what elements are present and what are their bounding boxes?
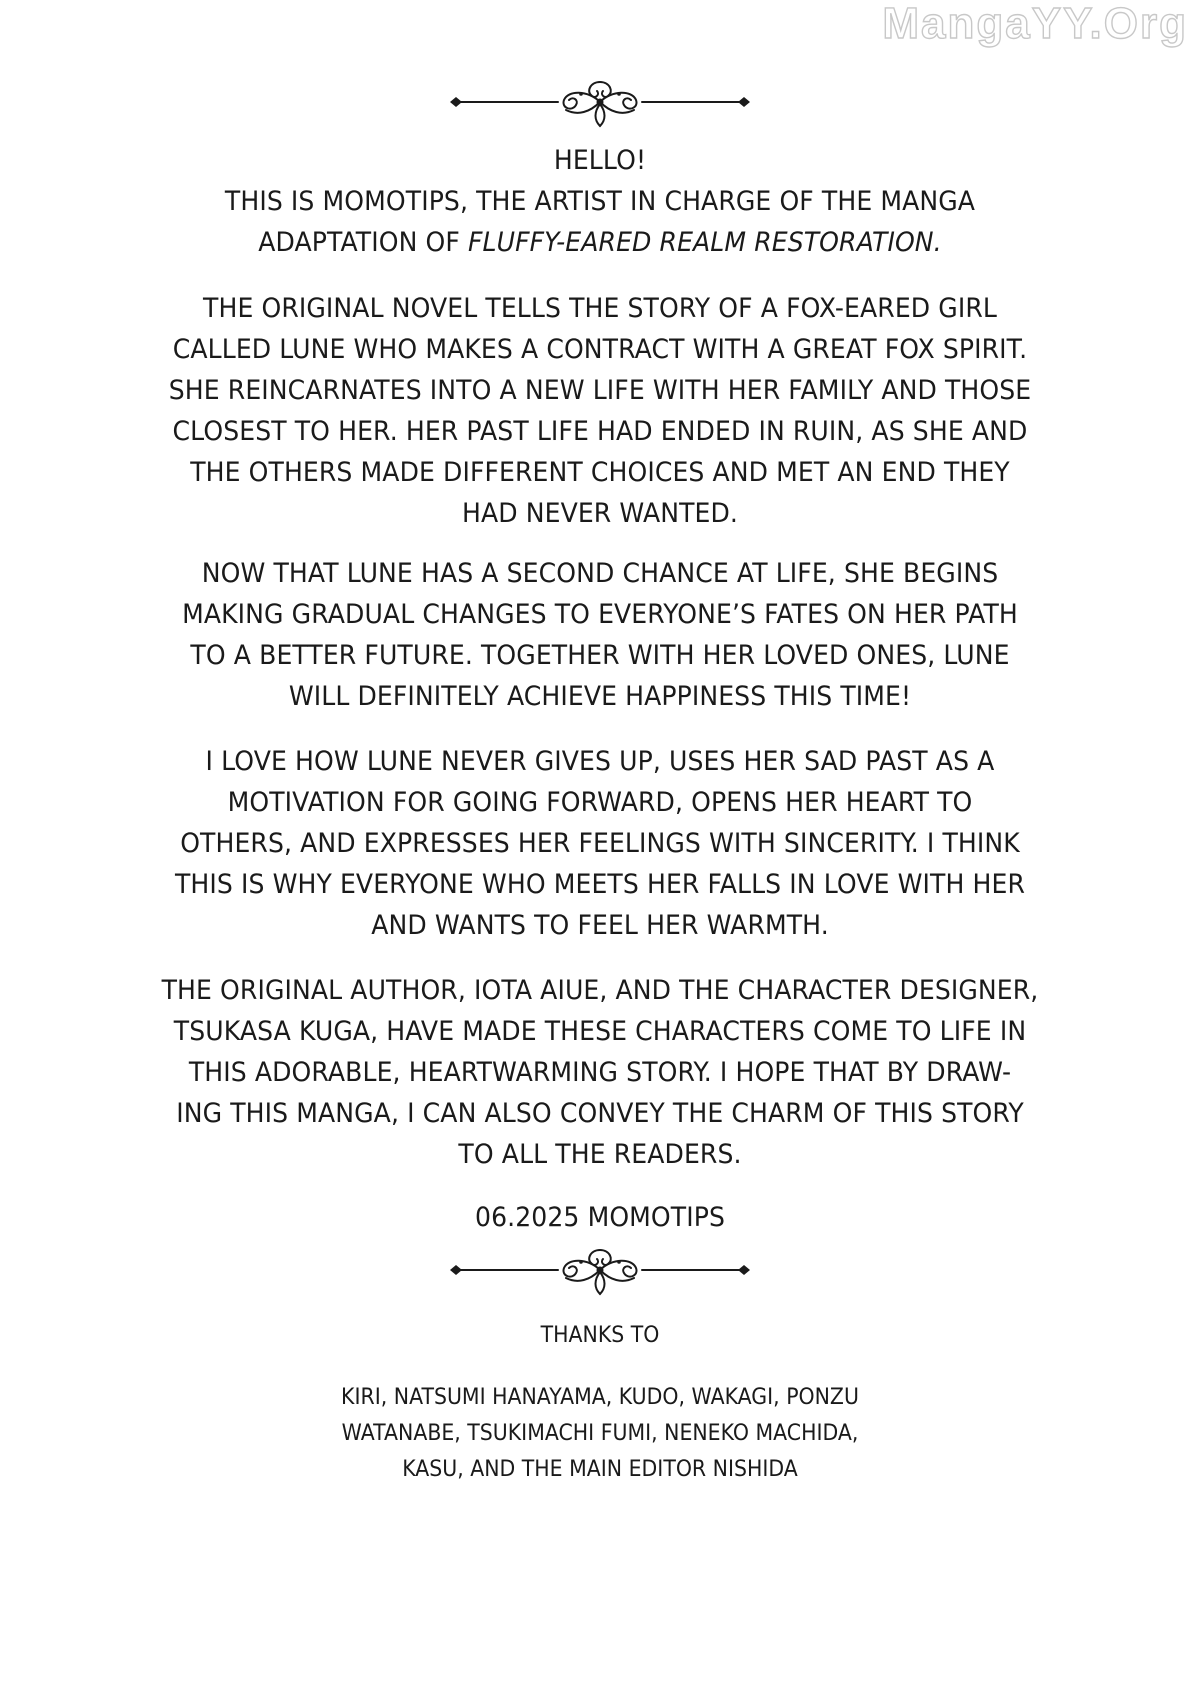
thanks-line: KIRI, NATSUMI HANAYAMA, KUDO, WAKAGI, PONZU: [341, 1385, 859, 1410]
thanks-line: KASU, AND THE MAIN EDITOR NISHIDA: [402, 1457, 798, 1482]
paragraph-line: THE OTHERS MADE DIFFERENT CHOICES AND MET AN END THEY: [190, 457, 1010, 488]
watermark-logo: MangaYY.Org: [882, 0, 1188, 48]
paragraph-line: MOTIVATION FOR GOING FORWARD, OPENS HER HEART TO: [227, 787, 973, 818]
signature: [42, 1197, 1158, 1238]
paragraph-line: TSUKASA KUGA, HAVE MADE THESE CHARACTERS COME TO LIFE IN: [173, 1016, 1027, 1047]
paragraph-line: THE ORIGINAL NOVEL TELLS THE STORY OF A FOX-EARED GIRL: [203, 293, 997, 324]
bottom-flourish-divider-icon: [0, 1240, 1200, 1300]
thanks-heading: THANKS TO: [540, 1323, 660, 1348]
thanks-list: [42, 1380, 1158, 1488]
paragraph-line: SHE REINCARNATES INTO A NEW LIFE WITH HER FAMILY AND THOSE: [168, 375, 1032, 406]
paragraph-3: [42, 741, 1158, 946]
signature-line: 06.2025 MOMOTIPS: [475, 1202, 725, 1233]
paragraph-2: [42, 553, 1158, 717]
thanks-heading-block: [42, 1318, 1158, 1354]
paragraph-line: THIS IS WHY EVERYONE WHO MEETS HER FALLS IN LOVE WITH HER: [174, 869, 1026, 900]
paragraph-line: THIS ADORABLE, HEARTWARMING STORY. I HOPE THAT BY DRAW-: [188, 1057, 1012, 1088]
paragraph-line: WILL DEFINITELY ACHIEVE HAPPINESS THIS TIME!: [288, 681, 912, 712]
manga-title: FLUFFY-EARED REALM RESTORATION.: [468, 227, 942, 258]
paragraph-line: OTHERS, AND EXPRESSES HER FEELINGS WITH SINCERITY. I THINK: [180, 828, 1020, 859]
intro-line-2-prefix: ADAPTATION OF: [258, 227, 469, 258]
intro-line-2: [42, 222, 1158, 263]
intro-line-1: THIS IS MOMOTIPS, THE ARTIST IN CHARGE OF THE MANGA: [224, 186, 976, 217]
greeting: HELLO!: [553, 145, 647, 176]
paragraph-4: [42, 970, 1158, 1175]
paragraph-1: [42, 288, 1158, 534]
letter-body: [42, 140, 1158, 263]
thanks-line: WATANABE, TSUKIMACHI FUMI, NENEKO MACHIDA,: [341, 1421, 859, 1446]
paragraph-line: THE ORIGINAL AUTHOR, IOTA AIUE, AND THE CHARACTER DESIGNER,: [161, 975, 1039, 1006]
paragraph-line: NOW THAT LUNE HAS A SECOND CHANCE AT LIFE, SHE BEGINS: [201, 558, 999, 589]
paragraph-line: CALLED LUNE WHO MAKES A CONTRACT WITH A GREAT FOX SPIRIT.: [172, 334, 1028, 365]
paragraph-line: TO A BETTER FUTURE. TOGETHER WITH HER LOVED ONES, LUNE: [190, 640, 1010, 671]
paragraph-line: I LOVE HOW LUNE NEVER GIVES UP, USES HER SAD PAST AS A: [205, 746, 995, 777]
paragraph-line: HAD NEVER WANTED.: [461, 498, 739, 529]
paragraph-line: TO ALL THE READERS.: [458, 1139, 742, 1170]
paragraph-line: CLOSEST TO HER. HER PAST LIFE HAD ENDED IN RUIN, AS SHE AND: [172, 416, 1028, 447]
top-flourish-divider-icon: [0, 72, 1200, 132]
paragraph-line: AND WANTS TO FEEL HER WARMTH.: [371, 910, 829, 941]
paragraph-line: ING THIS MANGA, I CAN ALSO CONVEY THE CHARM OF THIS STORY: [176, 1098, 1024, 1129]
paragraph-line: MAKING GRADUAL CHANGES TO EVERYONE’S FATES ON HER PATH: [182, 599, 1018, 630]
